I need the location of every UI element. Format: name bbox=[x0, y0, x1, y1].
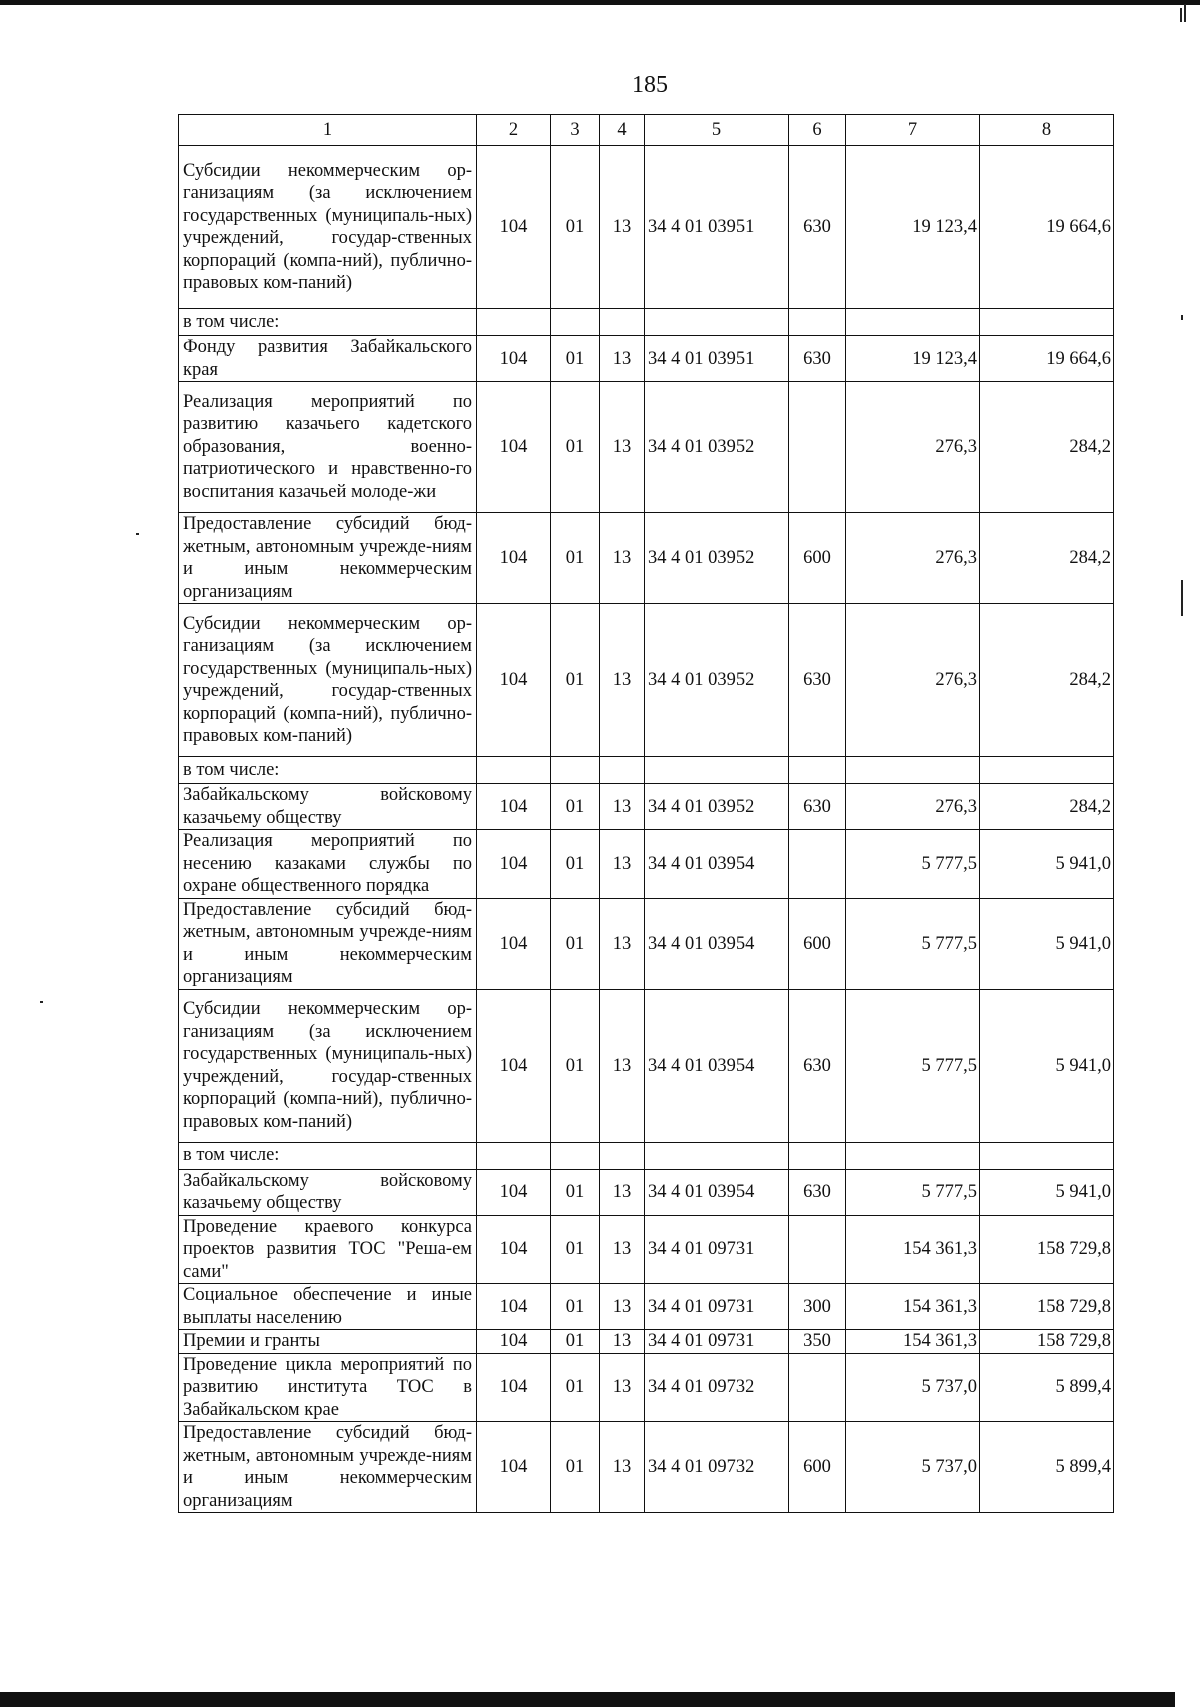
cell-col-3: 01 bbox=[551, 382, 600, 513]
cell-col-3: 01 bbox=[551, 336, 600, 382]
budget-table bbox=[178, 114, 1114, 1513]
cell-col-3: 01 bbox=[551, 1284, 600, 1330]
table-header-row bbox=[179, 115, 1114, 146]
cell-col-6: 630 bbox=[789, 1169, 846, 1215]
table-row bbox=[179, 1284, 1114, 1330]
table-row bbox=[179, 989, 1114, 1142]
cell-col-7: 5 777,5 bbox=[846, 989, 980, 1142]
cell-col-8: 5 941,0 bbox=[980, 898, 1114, 989]
scan-mark bbox=[40, 1001, 43, 1003]
cell-col-6: 630 bbox=[789, 784, 846, 830]
cell-col-2: 104 bbox=[477, 784, 551, 830]
cell-col-8: 5 941,0 bbox=[980, 830, 1114, 899]
scan-mark bbox=[1181, 315, 1183, 320]
cell-col-2: 104 bbox=[477, 336, 551, 382]
cell-col-3: 01 bbox=[551, 989, 600, 1142]
column-header: 6 bbox=[789, 115, 846, 146]
table-row bbox=[179, 1330, 1114, 1354]
cell-col-2: 104 bbox=[477, 1422, 551, 1513]
cell-col-7: 5 777,5 bbox=[846, 1169, 980, 1215]
cell-col-4: 13 bbox=[600, 336, 645, 382]
cell-col-2: 104 bbox=[477, 1330, 551, 1354]
cell-col-5 bbox=[645, 757, 789, 784]
cell-col-2 bbox=[477, 757, 551, 784]
row-name-cell: Социальное обеспечение и иные выплаты населению bbox=[179, 1284, 477, 1330]
cell-col-8 bbox=[980, 757, 1114, 784]
table-row bbox=[179, 336, 1114, 382]
cell-col-8: 158 729,8 bbox=[980, 1330, 1114, 1354]
cell-col-7: 276,3 bbox=[846, 513, 980, 604]
row-name-cell: в том числе: bbox=[179, 757, 477, 784]
cell-col-6: 600 bbox=[789, 898, 846, 989]
row-name-cell: Проведение цикла мероприятий по развитию института ТОС в Забайкальском крае bbox=[179, 1353, 477, 1422]
cell-col-5: 34 4 01 03952 bbox=[645, 784, 789, 830]
cell-col-6 bbox=[789, 1142, 846, 1169]
cell-col-5: 34 4 01 09731 bbox=[645, 1330, 789, 1354]
cell-col-3 bbox=[551, 757, 600, 784]
row-name-cell: Премии и гранты bbox=[179, 1330, 477, 1354]
cell-col-8: 19 664,6 bbox=[980, 146, 1114, 309]
cell-col-4 bbox=[600, 309, 645, 336]
cell-col-7: 154 361,3 bbox=[846, 1330, 980, 1354]
cell-col-5 bbox=[645, 1142, 789, 1169]
cell-col-3: 01 bbox=[551, 898, 600, 989]
cell-col-8: 5 941,0 bbox=[980, 989, 1114, 1142]
cell-col-4: 13 bbox=[600, 513, 645, 604]
column-header: 5 bbox=[645, 115, 789, 146]
cell-col-4: 13 bbox=[600, 898, 645, 989]
budget-table-container bbox=[178, 114, 1113, 1513]
cell-col-8 bbox=[980, 1142, 1114, 1169]
cell-col-8: 5 941,0 bbox=[980, 1169, 1114, 1215]
cell-col-6: 630 bbox=[789, 336, 846, 382]
cell-col-5: 34 4 01 09731 bbox=[645, 1215, 789, 1284]
row-name-cell: в том числе: bbox=[179, 309, 477, 336]
cell-col-6 bbox=[789, 1353, 846, 1422]
cell-col-4 bbox=[600, 1142, 645, 1169]
scan-mark bbox=[1180, 8, 1182, 22]
cell-col-3 bbox=[551, 309, 600, 336]
table-body bbox=[179, 146, 1114, 1513]
cell-col-5: 34 4 01 03951 bbox=[645, 146, 789, 309]
cell-col-5: 34 4 01 03951 bbox=[645, 336, 789, 382]
cell-col-7: 276,3 bbox=[846, 604, 980, 757]
cell-col-5: 34 4 01 09731 bbox=[645, 1284, 789, 1330]
cell-col-3: 01 bbox=[551, 830, 600, 899]
cell-col-8: 5 899,4 bbox=[980, 1422, 1114, 1513]
cell-col-5: 34 4 01 03954 bbox=[645, 989, 789, 1142]
cell-col-4: 13 bbox=[600, 1284, 645, 1330]
cell-col-7: 276,3 bbox=[846, 382, 980, 513]
column-header: 2 bbox=[477, 115, 551, 146]
cell-col-3: 01 bbox=[551, 146, 600, 309]
cell-col-4: 13 bbox=[600, 1422, 645, 1513]
cell-col-7: 154 361,3 bbox=[846, 1215, 980, 1284]
cell-col-6: 630 bbox=[789, 146, 846, 309]
table-row bbox=[179, 757, 1114, 784]
cell-col-7: 5 737,0 bbox=[846, 1353, 980, 1422]
cell-col-7: 276,3 bbox=[846, 784, 980, 830]
table-row bbox=[179, 898, 1114, 989]
cell-col-4: 13 bbox=[600, 382, 645, 513]
cell-col-6 bbox=[789, 757, 846, 784]
row-name-cell: Предоставление субсидий бюд-жетным, автономным учрежде-ниям и иным некоммерческим организациям bbox=[179, 1422, 477, 1513]
cell-col-7 bbox=[846, 757, 980, 784]
cell-col-7: 5 777,5 bbox=[846, 830, 980, 899]
cell-col-7: 5 777,5 bbox=[846, 898, 980, 989]
page-number: 185 bbox=[632, 72, 668, 98]
table-row bbox=[179, 830, 1114, 899]
cell-col-4: 13 bbox=[600, 989, 645, 1142]
scan-border-top bbox=[0, 0, 1200, 5]
row-name-cell: Предоставление субсидий бюд-жетным, автономным учрежде-ниям и иным некоммерческим организациям bbox=[179, 898, 477, 989]
cell-col-5: 34 4 01 03952 bbox=[645, 382, 789, 513]
cell-col-6: 630 bbox=[789, 604, 846, 757]
row-name-cell: Субсидии некоммерческим ор-ганизациям (за исключением государственных (муниципаль-ных) учреждений, государ-ственных корпораций (компа-ний), публично-правовых ком-паний) bbox=[179, 146, 477, 309]
cell-col-8: 158 729,8 bbox=[980, 1284, 1114, 1330]
cell-col-4: 13 bbox=[600, 146, 645, 309]
cell-col-3: 01 bbox=[551, 513, 600, 604]
scan-mark bbox=[136, 533, 139, 535]
cell-col-6 bbox=[789, 1215, 846, 1284]
cell-col-5: 34 4 01 03952 bbox=[645, 513, 789, 604]
cell-col-3: 01 bbox=[551, 1330, 600, 1354]
table-row bbox=[179, 382, 1114, 513]
row-name-cell: Субсидии некоммерческим ор-ганизациям (за исключением государственных (муниципаль-ных) учреждений, государ-ственных корпораций (компа-ний), публично-правовых ком-паний) bbox=[179, 604, 477, 757]
cell-col-2: 104 bbox=[477, 1353, 551, 1422]
cell-col-8: 19 664,6 bbox=[980, 336, 1114, 382]
cell-col-2: 104 bbox=[477, 1215, 551, 1284]
cell-col-2: 104 bbox=[477, 1284, 551, 1330]
cell-col-4: 13 bbox=[600, 830, 645, 899]
row-name-cell: в том числе: bbox=[179, 1142, 477, 1169]
cell-col-8: 284,2 bbox=[980, 604, 1114, 757]
cell-col-2: 104 bbox=[477, 382, 551, 513]
cell-col-5: 34 4 01 09732 bbox=[645, 1422, 789, 1513]
cell-col-2 bbox=[477, 309, 551, 336]
cell-col-4: 13 bbox=[600, 1353, 645, 1422]
cell-col-2 bbox=[477, 1142, 551, 1169]
table-row bbox=[179, 1169, 1114, 1215]
cell-col-2: 104 bbox=[477, 1169, 551, 1215]
column-header: 3 bbox=[551, 115, 600, 146]
column-header: 7 bbox=[846, 115, 980, 146]
cell-col-2: 104 bbox=[477, 898, 551, 989]
scan-mark bbox=[1184, 4, 1186, 22]
cell-col-6: 300 bbox=[789, 1284, 846, 1330]
cell-col-2: 104 bbox=[477, 830, 551, 899]
cell-col-2: 104 bbox=[477, 604, 551, 757]
cell-col-8: 284,2 bbox=[980, 513, 1114, 604]
cell-col-5: 34 4 01 09732 bbox=[645, 1353, 789, 1422]
cell-col-7 bbox=[846, 1142, 980, 1169]
column-header: 8 bbox=[980, 115, 1114, 146]
cell-col-8: 284,2 bbox=[980, 382, 1114, 513]
cell-col-2: 104 bbox=[477, 146, 551, 309]
cell-col-3: 01 bbox=[551, 1215, 600, 1284]
row-name-cell: Забайкальскому войсковому казачьему обществу bbox=[179, 784, 477, 830]
scan-border-bottom bbox=[0, 1692, 1175, 1707]
cell-col-6: 600 bbox=[789, 513, 846, 604]
table-row bbox=[179, 309, 1114, 336]
cell-col-7: 5 737,0 bbox=[846, 1422, 980, 1513]
cell-col-6: 600 bbox=[789, 1422, 846, 1513]
cell-col-7: 19 123,4 bbox=[846, 146, 980, 309]
table-row bbox=[179, 1353, 1114, 1422]
row-name-cell: Предоставление субсидий бюд-жетным, автономным учрежде-ниям и иным некоммерческим организациям bbox=[179, 513, 477, 604]
cell-col-6 bbox=[789, 830, 846, 899]
table-row bbox=[179, 1215, 1114, 1284]
row-name-cell: Забайкальскому войсковому казачьему обществу bbox=[179, 1169, 477, 1215]
cell-col-5: 34 4 01 03954 bbox=[645, 830, 789, 899]
cell-col-3: 01 bbox=[551, 1353, 600, 1422]
cell-col-8: 158 729,8 bbox=[980, 1215, 1114, 1284]
cell-col-8: 5 899,4 bbox=[980, 1353, 1114, 1422]
cell-col-5 bbox=[645, 309, 789, 336]
cell-col-2: 104 bbox=[477, 989, 551, 1142]
row-name-cell: Реализация мероприятий по несению казаками службы по охране общественного порядка bbox=[179, 830, 477, 899]
cell-col-6: 350 bbox=[789, 1330, 846, 1354]
cell-col-5: 34 4 01 03952 bbox=[645, 604, 789, 757]
cell-col-4: 13 bbox=[600, 1330, 645, 1354]
cell-col-4: 13 bbox=[600, 604, 645, 757]
cell-col-7: 19 123,4 bbox=[846, 336, 980, 382]
cell-col-3 bbox=[551, 1142, 600, 1169]
scan-mark bbox=[1181, 580, 1183, 616]
table-row bbox=[179, 604, 1114, 757]
cell-col-7 bbox=[846, 309, 980, 336]
column-header: 4 bbox=[600, 115, 645, 146]
table-row bbox=[179, 1142, 1114, 1169]
cell-col-2: 104 bbox=[477, 513, 551, 604]
cell-col-4: 13 bbox=[600, 1169, 645, 1215]
cell-col-8: 284,2 bbox=[980, 784, 1114, 830]
cell-col-6 bbox=[789, 382, 846, 513]
cell-col-3: 01 bbox=[551, 1169, 600, 1215]
table-row bbox=[179, 1422, 1114, 1513]
cell-col-5: 34 4 01 03954 bbox=[645, 898, 789, 989]
row-name-cell: Фонду развития Забайкальского края bbox=[179, 336, 477, 382]
cell-col-8 bbox=[980, 309, 1114, 336]
cell-col-3: 01 bbox=[551, 604, 600, 757]
cell-col-6 bbox=[789, 309, 846, 336]
cell-col-7: 154 361,3 bbox=[846, 1284, 980, 1330]
cell-col-4: 13 bbox=[600, 1215, 645, 1284]
table-row bbox=[179, 146, 1114, 309]
row-name-cell: Проведение краевого конкурса проектов развития ТОС "Реша-ем сами" bbox=[179, 1215, 477, 1284]
row-name-cell: Субсидии некоммерческим ор-ганизациям (за исключением государственных (муниципаль-ных) учреждений, государ-ственных корпораций (компа-ний), публично-правовых ком-паний) bbox=[179, 989, 477, 1142]
cell-col-5: 34 4 01 03954 bbox=[645, 1169, 789, 1215]
column-header: 1 bbox=[179, 115, 477, 146]
table-row bbox=[179, 513, 1114, 604]
cell-col-3: 01 bbox=[551, 1422, 600, 1513]
cell-col-4: 13 bbox=[600, 784, 645, 830]
cell-col-6: 630 bbox=[789, 989, 846, 1142]
cell-col-3: 01 bbox=[551, 784, 600, 830]
table-row bbox=[179, 784, 1114, 830]
row-name-cell: Реализация мероприятий по развитию казачьего кадетского образования, военно-патриотического и нравственно-го воспитания казачьей молоде-жи bbox=[179, 382, 477, 513]
cell-col-4 bbox=[600, 757, 645, 784]
